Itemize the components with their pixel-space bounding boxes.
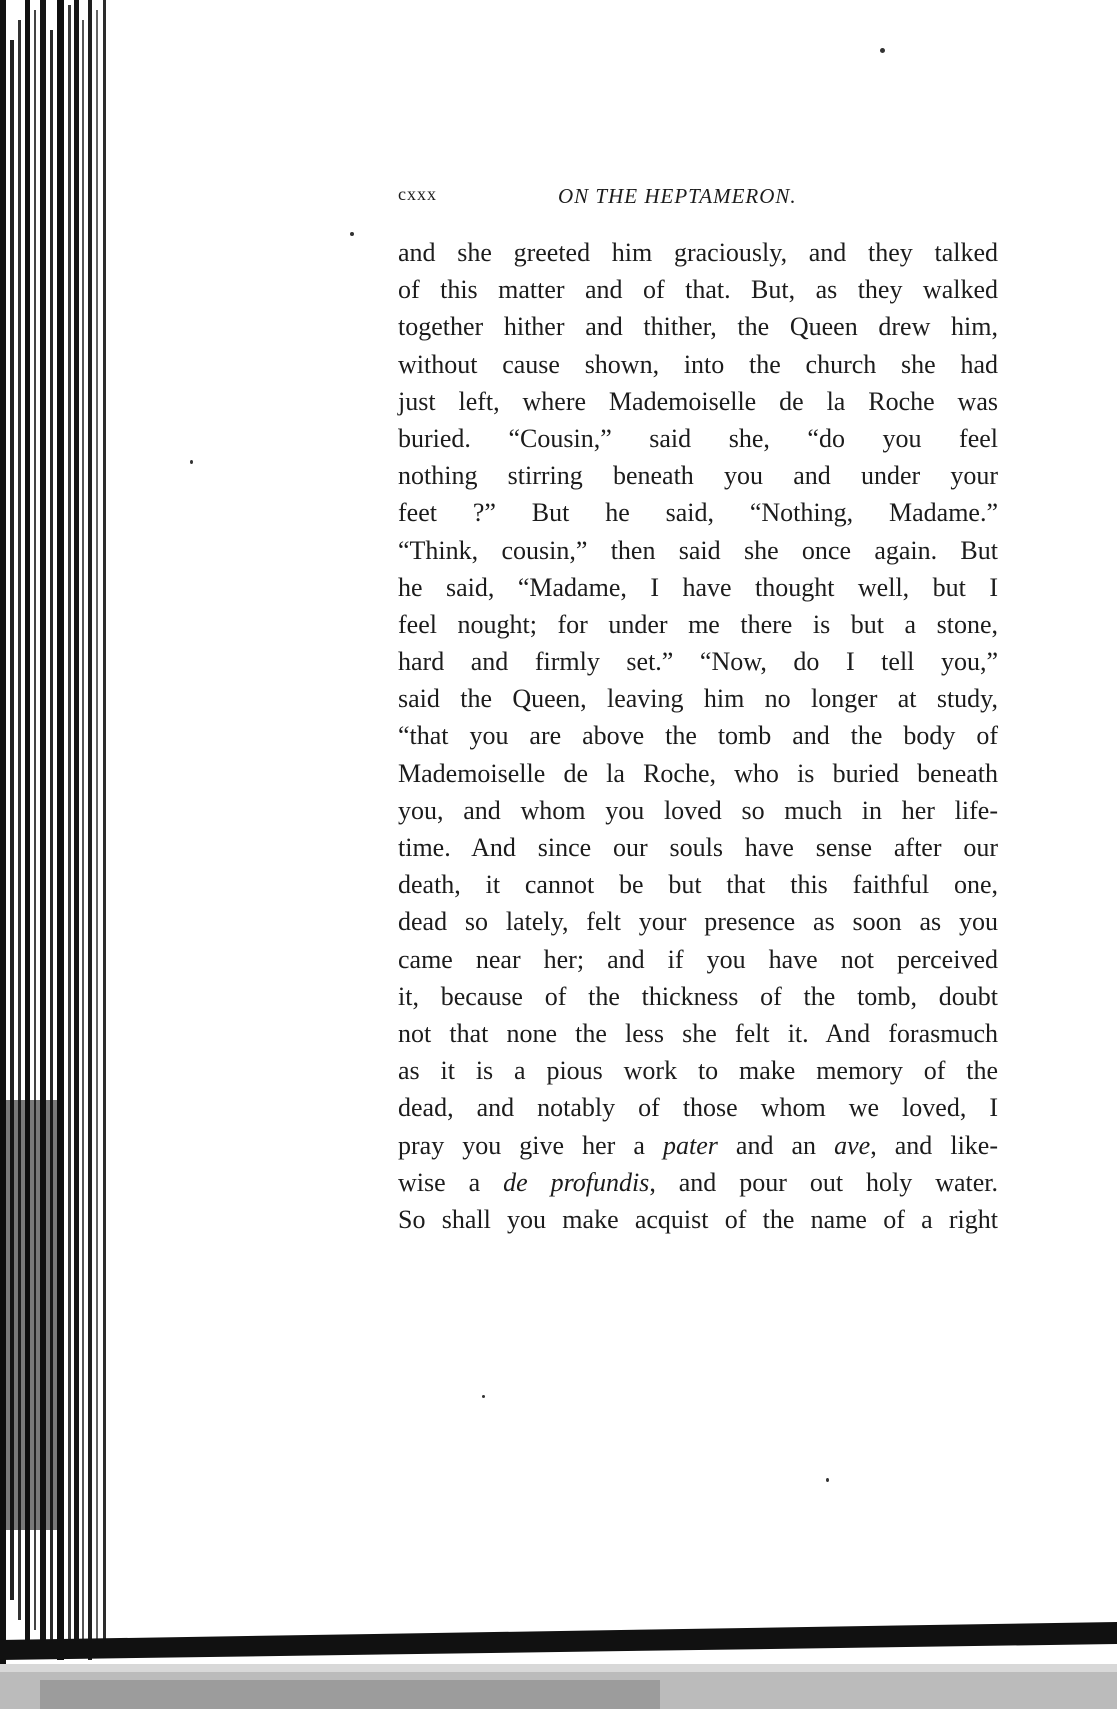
scan-speck xyxy=(190,460,193,464)
text-fragment: pray you give her a xyxy=(398,1130,663,1160)
book-binding-edge xyxy=(0,0,118,1709)
text-line: of this matter and of that. But, as they walked xyxy=(398,275,998,305)
text-line: came near her; and if you have not perceived xyxy=(398,944,998,974)
scan-speck xyxy=(880,48,885,53)
scan-speck xyxy=(350,232,354,236)
text-line: he said, “Madame, I have thought well, but I xyxy=(398,572,998,602)
text-line: “Think, cousin,” then said she once again. But xyxy=(398,535,998,565)
text-line: “that you are above the tomb and the body of xyxy=(398,721,998,751)
text-line: you, and whom you loved so much in her life- xyxy=(398,795,998,825)
text-line: dead so lately, felt your presence as soon as you xyxy=(398,907,998,937)
text-line: Mademoiselle de la Roche, who is buried beneath xyxy=(398,758,998,788)
text-line: just left, where Mademoiselle de la Roche was xyxy=(398,386,998,416)
text-line: dead, and notably of those whom we loved, I xyxy=(398,1093,998,1123)
page-number: cxxx xyxy=(398,184,437,204)
text-line-profundis xyxy=(398,1164,998,1201)
text-line: without cause shown, into the church she had xyxy=(398,349,998,379)
body-text xyxy=(398,234,998,1238)
scan-speck xyxy=(826,1478,829,1482)
italic-pater: pater xyxy=(662,1130,718,1160)
text-line: together hither and thither, the Queen drew him, xyxy=(398,312,998,342)
running-head xyxy=(398,184,998,214)
text-line: buried. “Cousin,” said she, “do you feel xyxy=(398,423,998,453)
text-line: and she greeted him graciously, and they talked xyxy=(398,238,998,267)
scan-speck xyxy=(482,1395,485,1398)
italic-ave: ave xyxy=(834,1130,871,1160)
text-line: said the Queen, leaving him no longer at study, xyxy=(398,684,998,714)
italic-de-profundis: de profundis xyxy=(503,1167,650,1197)
text-line: death, it cannot be but that this faithful one, xyxy=(398,870,998,900)
text-line: hard and firmly set.” “Now, do I tell you,” xyxy=(398,647,998,677)
text-line: feel nought; for under me there is but a stone, xyxy=(398,609,998,639)
text-line: as it is a pious work to make memory of the xyxy=(398,1056,998,1086)
text-line: it, because of the thickness of the tomb, doubt xyxy=(398,981,998,1011)
text-line: time. And since our souls have sense after our xyxy=(398,833,998,862)
text-fragment: and an xyxy=(717,1130,835,1160)
text-line: feet ?” But he said, “Nothing, Madame.” xyxy=(398,498,998,528)
text-line: not that none the less she felt it. And forasmuch xyxy=(398,1018,998,1048)
running-title: ON THE HEPTAMERON. xyxy=(558,184,797,208)
text-line: nothing stirring beneath you and under your xyxy=(398,461,998,491)
text-fragment: , and pour out holy water. xyxy=(649,1167,998,1197)
text-line-pater xyxy=(398,1127,998,1164)
text-fragment: , and like- xyxy=(870,1130,998,1160)
text-fragment: wise a xyxy=(398,1167,504,1197)
text-line: So shall you make acquist of the name of a right xyxy=(398,1204,998,1234)
page-bottom-edge xyxy=(0,1580,1117,1709)
